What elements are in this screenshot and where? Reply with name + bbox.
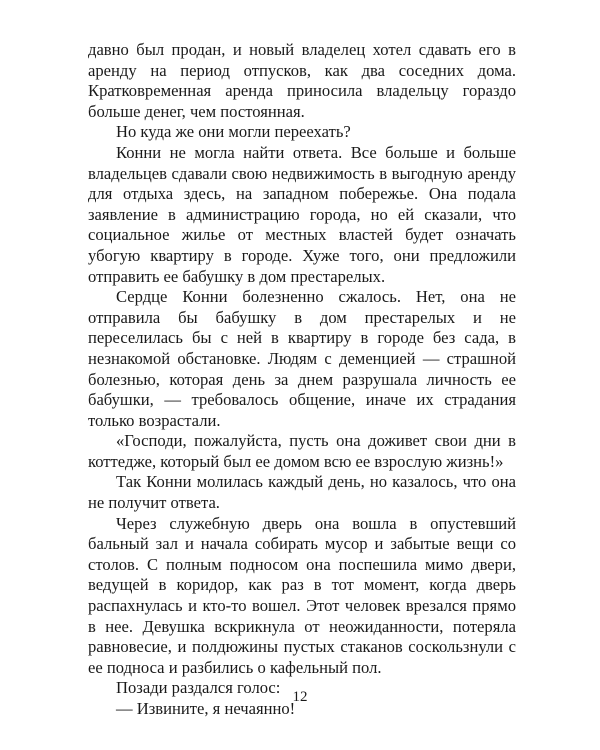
paragraph: «Господи, пожалуйста, пусть она доживет свои дни в коттедже, который был ее домом всю ее взрослую жизнь!» (88, 431, 516, 471)
paragraph: Так Конни молилась каждый день, но казалось, что она не получит ответа. (88, 472, 516, 513)
paragraph: давно был продан, и новый владелец хотел сдавать его в аренду на период отпусков, как два соседних дома. Кратковременная аренда приносила владельцу гораздо больше денег, чем постоянная. (88, 40, 516, 121)
paragraph: Позади раздался голос: (116, 678, 281, 698)
paragraph: Через служебную дверь она вошла в опустевший бальный зал и начала собирать мусор и забытые вещи со столов. С полным подносом она поспешила мимо двери, ведущей в коридор, как раз в тот момент, когда дверь распахнулась и кто-то вошел. Этот человек врезался прямо в нее. Девушка вскрикнула от неожиданности, потеряла равновесие, и полдюжины пустых стаканов соскользнули с ее подноса и разбились о кафельный пол. (88, 513, 516, 677)
page-body (88, 40, 516, 720)
paragraph: — Извините, я нечаянно! (116, 699, 296, 718)
paragraph: Но куда же они могли переехать? (116, 122, 351, 142)
page-number: 12 (292, 689, 308, 705)
paragraph: Сердце Конни болезненно сжалось. Нет, она не отправила бы бабушку в дом престарелых и не переселилась бы с ней в квартиру в городе без сада, в незнакомой обстановке. Людям с деменцией — страшной болезнью, которая день за днем разрушала личность ее бабушки, — требовалось общение, иначе их страдания только возрастали. (88, 287, 516, 430)
paragraph: Конни не могла найти ответа. Все больше и больше владельцев сдавали свою недвижимость в выгодную аренду для отдыха здесь, на западном побережье. Она подала заявление в администрацию города, но ей сказали, что социальное жилье от местных властей будет означать убогую квартиру в городе. Хуже того, они предложили отправить ее бабушку в дом престарелых. (88, 142, 516, 286)
